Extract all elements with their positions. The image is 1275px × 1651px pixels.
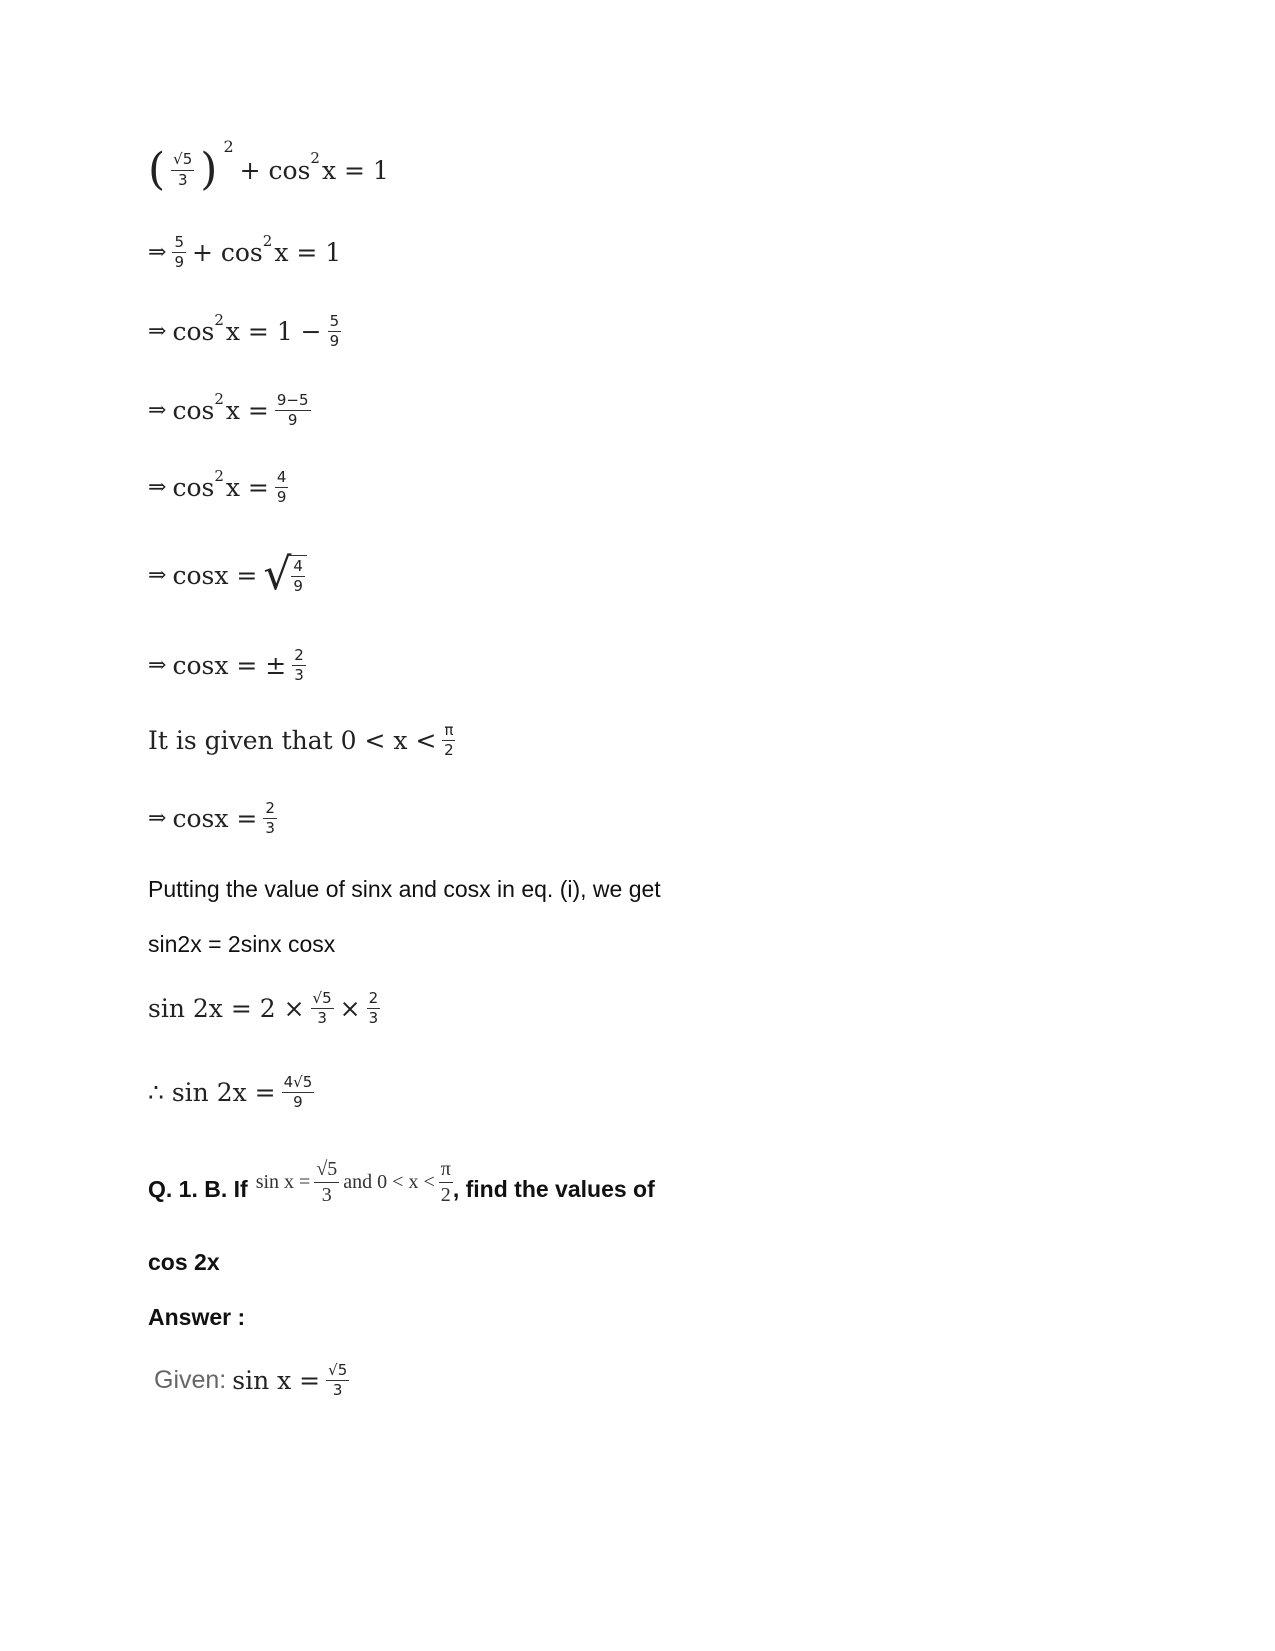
fraction (282, 1074, 315, 1112)
denominator: 3 (321, 1184, 332, 1206)
denominator: 3 (265, 819, 275, 838)
expr-text: x = 1 (274, 238, 342, 268)
square-root (263, 549, 307, 600)
numerator: 4√5 (282, 1074, 315, 1093)
condition-text: It is given that 0 < x < (148, 726, 437, 756)
expr-text: sin 2x = 2 × (148, 994, 305, 1024)
equation-step-7 (148, 647, 306, 685)
equation-step-5 (148, 466, 288, 507)
numerator: √5 (326, 1362, 349, 1381)
equation-step-2 (148, 231, 342, 272)
denominator: 9 (276, 488, 287, 507)
denominator: 3 (317, 1009, 327, 1028)
exponent: 2 (262, 231, 273, 250)
expr-text: cosx = ± (172, 651, 287, 681)
fraction (291, 558, 305, 596)
denominator: 3 (332, 1381, 343, 1400)
denominator: 3 (177, 170, 188, 189)
numerator: 4 (291, 558, 305, 577)
numerator: √5 (314, 1158, 339, 1183)
expr-text: x = 1 (321, 155, 389, 185)
implies-arrow: ⇒ (148, 475, 167, 501)
implies-arrow: ⇒ (148, 562, 167, 588)
left-paren: ( (148, 144, 166, 195)
exponent: 2 (214, 389, 224, 408)
implies-arrow: ⇒ (148, 653, 167, 679)
given-line (154, 1362, 349, 1400)
numerator: π (442, 722, 455, 741)
exponent: 2 (223, 136, 234, 156)
numerator: 9−5 (275, 392, 311, 411)
expr-text: and 0 < x < (343, 1171, 435, 1193)
denominator: 3 (294, 666, 304, 685)
right-paren: ) (200, 144, 218, 195)
denominator: 9 (293, 1093, 303, 1112)
expr-text: sin x = (232, 1366, 321, 1396)
denominator: 9 (293, 577, 303, 595)
expr-text: + cos (239, 155, 311, 185)
equation-step-3 (148, 310, 341, 351)
fraction (172, 234, 186, 272)
numerator: π (439, 1158, 453, 1183)
numerator: 2 (292, 647, 306, 666)
question-line (148, 1158, 655, 1207)
fraction (326, 1362, 349, 1400)
equation-step-9 (148, 800, 277, 838)
fraction (263, 800, 277, 838)
radical-sign: √ (263, 549, 292, 600)
fraction (328, 313, 342, 351)
exponent: 2 (214, 466, 224, 485)
equation-step-4 (148, 389, 311, 430)
implies-arrow: ⇒ (148, 319, 167, 345)
expr-text: x = (225, 396, 269, 426)
expr-text: cos (172, 473, 215, 503)
fraction (275, 392, 311, 430)
denominator: 9 (174, 253, 184, 272)
equation-step-6 (148, 549, 307, 600)
denominator: 3 (368, 1009, 379, 1028)
equation-step-1 (148, 136, 389, 195)
exponent: 2 (214, 310, 224, 329)
expr-text: cosx = (172, 804, 258, 834)
answer-label: Answer : (148, 1304, 246, 1330)
expr-text: + cos (191, 238, 263, 268)
numerator: √5 (171, 151, 194, 170)
question-label: Q. 1. B. If (148, 1176, 248, 1202)
equation-step-12 (148, 990, 380, 1028)
given-condition-line (148, 722, 455, 760)
expr-text: x = (225, 473, 269, 503)
exponent: 2 (310, 149, 320, 167)
expr-text: sin x = (255, 1171, 311, 1193)
numerator: 2 (263, 800, 277, 819)
question-tail: , find the values of (452, 1176, 655, 1202)
implies-arrow: ⇒ (148, 806, 167, 832)
given-label: Given: (154, 1366, 227, 1395)
denominator: 9 (329, 332, 340, 351)
implies-arrow: ⇒ (148, 398, 167, 424)
fraction (442, 722, 455, 760)
fraction (275, 469, 289, 507)
expr-text: cos (172, 396, 215, 426)
expr-text: x = 1 − (225, 317, 322, 347)
times-sign: × (339, 994, 361, 1024)
denominator: 2 (440, 1184, 451, 1206)
denominator: 9 (287, 411, 298, 430)
implies-arrow: ⇒ (148, 240, 167, 266)
fraction (367, 990, 381, 1028)
explanation-text: Putting the value of sinx and cosx in eq. (i), we get (148, 876, 661, 902)
question-line-2: cos 2x (148, 1249, 220, 1275)
expr-text: cos (172, 317, 215, 347)
expr-text: ∴ sin 2x = (148, 1078, 276, 1108)
result-line (148, 1074, 314, 1112)
fraction (311, 990, 334, 1028)
denominator: 2 (444, 741, 454, 760)
numerator: 2 (367, 990, 381, 1009)
expr-text: cosx = (172, 560, 258, 590)
numerator: √5 (311, 990, 334, 1009)
numerator: 4 (275, 469, 289, 488)
fraction (439, 1158, 453, 1207)
fraction (292, 647, 306, 685)
identity-text: sin2x = 2sinx cosx (148, 931, 336, 957)
fraction (314, 1158, 339, 1207)
question-formula (256, 1158, 453, 1207)
fraction (171, 151, 194, 189)
numerator: 5 (328, 313, 342, 332)
numerator: 5 (172, 234, 186, 253)
